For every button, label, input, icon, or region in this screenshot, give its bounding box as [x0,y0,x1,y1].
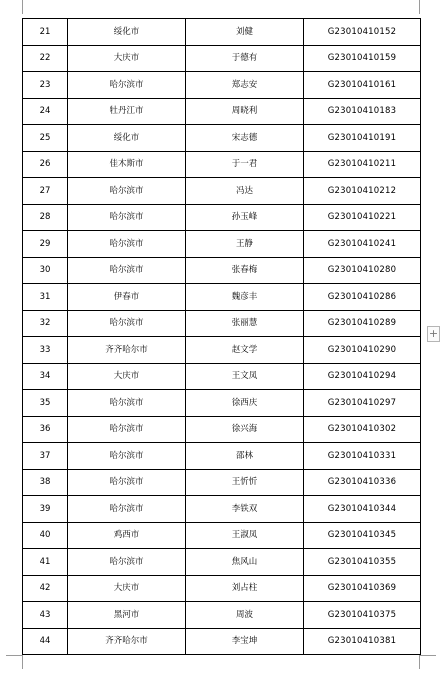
person-name-cell: 赵文学 [186,337,304,364]
certificate-id-cell: G23010410152 [304,19,421,46]
city-cell: 黑河市 [68,602,186,629]
crop-mark-top-right [419,0,420,14]
person-name-cell: 徐西庆 [186,390,304,417]
city-cell: 齐齐哈尔市 [68,337,186,364]
row-number-cell: 42 [23,575,68,602]
certificate-id-cell: G23010410297 [304,390,421,417]
person-name-cell: 魏彦丰 [186,284,304,311]
row-number-cell: 29 [23,231,68,258]
row-number-cell: 28 [23,204,68,231]
crop-mark-bottom-left-horizontal [6,655,22,656]
row-number-cell: 36 [23,416,68,443]
add-row-button[interactable]: + [428,327,439,340]
person-name-cell: 周波 [186,602,304,629]
city-cell: 哈尔滨市 [68,204,186,231]
city-cell: 哈尔滨市 [68,416,186,443]
table-row [23,390,421,417]
city-cell: 齐齐哈尔市 [68,628,186,655]
city-cell: 哈尔滨市 [68,469,186,496]
certificate-id-cell: G23010410191 [304,125,421,152]
certificate-id-cell: G23010410241 [304,231,421,258]
row-number-cell: 31 [23,284,68,311]
crop-mark-top-left [22,0,23,14]
city-cell: 大庆市 [68,363,186,390]
city-cell: 绥化市 [68,125,186,152]
row-number-cell: 44 [23,628,68,655]
certificate-id-cell: G23010410280 [304,257,421,284]
certificate-id-cell: G23010410159 [304,45,421,72]
crop-mark-bottom-right-vertical [419,655,420,669]
table-row [23,363,421,390]
person-name-cell: 孙玉峰 [186,204,304,231]
certificate-id-cell: G23010410369 [304,575,421,602]
certificate-id-cell: G23010410294 [304,363,421,390]
certificate-id-cell: G23010410381 [304,628,421,655]
city-cell: 鸡西市 [68,522,186,549]
city-cell: 哈尔滨市 [68,310,186,337]
person-name-cell: 王忻忻 [186,469,304,496]
row-number-cell: 25 [23,125,68,152]
certificate-id-cell: G23010410183 [304,98,421,125]
table-row [23,602,421,629]
table-row [23,231,421,258]
city-cell: 哈尔滨市 [68,178,186,205]
city-cell: 哈尔滨市 [68,496,186,523]
table-row [23,549,421,576]
certificate-id-cell: G23010410161 [304,72,421,99]
row-number-cell: 39 [23,496,68,523]
row-number-cell: 35 [23,390,68,417]
person-name-cell: 李宝坤 [186,628,304,655]
row-number-cell: 21 [23,19,68,46]
person-name-cell: 刘占柱 [186,575,304,602]
table-row [23,310,421,337]
table-row [23,257,421,284]
person-name-cell: 张丽慧 [186,310,304,337]
crop-mark-bottom-right-horizontal [420,655,436,656]
table-row [23,98,421,125]
table-row [23,45,421,72]
certificate-id-cell: G23010410302 [304,416,421,443]
row-number-cell: 34 [23,363,68,390]
person-name-cell: 郑志安 [186,72,304,99]
city-cell: 哈尔滨市 [68,231,186,258]
person-name-cell: 徐兴海 [186,416,304,443]
city-cell: 佳木斯市 [68,151,186,178]
person-name-cell: 冯达 [186,178,304,205]
crop-mark-bottom-left-vertical [22,655,23,669]
person-name-cell: 于德有 [186,45,304,72]
person-name-cell: 宋志德 [186,125,304,152]
row-number-cell: 37 [23,443,68,470]
person-name-cell: 王淑凤 [186,522,304,549]
row-number-cell: 40 [23,522,68,549]
certificate-id-cell: G23010410375 [304,602,421,629]
certificate-id-cell: G23010410331 [304,443,421,470]
row-number-cell: 43 [23,602,68,629]
row-number-cell: 38 [23,469,68,496]
row-number-cell: 32 [23,310,68,337]
person-name-cell: 刘健 [186,19,304,46]
table-row [23,628,421,655]
person-name-cell: 周晓利 [186,98,304,125]
city-cell: 哈尔滨市 [68,443,186,470]
city-cell: 牡丹江市 [68,98,186,125]
certificate-id-cell: G23010410336 [304,469,421,496]
certificate-id-cell: G23010410345 [304,522,421,549]
city-cell: 哈尔滨市 [68,549,186,576]
city-cell: 伊春市 [68,284,186,311]
table-row [23,416,421,443]
table-row [23,575,421,602]
person-name-cell: 于一君 [186,151,304,178]
table-row [23,337,421,364]
city-cell: 绥化市 [68,19,186,46]
certificate-id-cell: G23010410212 [304,178,421,205]
row-number-cell: 24 [23,98,68,125]
certificate-id-cell: G23010410211 [304,151,421,178]
table-row [23,19,421,46]
roster-table-body [23,19,421,655]
city-cell: 大庆市 [68,575,186,602]
certificate-id-cell: G23010410355 [304,549,421,576]
row-number-cell: 22 [23,45,68,72]
table-row [23,522,421,549]
city-cell: 大庆市 [68,45,186,72]
row-number-cell: 23 [23,72,68,99]
certificate-id-cell: G23010410221 [304,204,421,231]
table-row [23,204,421,231]
table-row [23,443,421,470]
table-row [23,151,421,178]
city-cell: 哈尔滨市 [68,72,186,99]
table-row [23,178,421,205]
person-name-cell: 张春梅 [186,257,304,284]
table-row [23,125,421,152]
table-row [23,469,421,496]
city-cell: 哈尔滨市 [68,257,186,284]
roster-table [22,18,421,655]
person-name-cell: 焦风山 [186,549,304,576]
row-number-cell: 41 [23,549,68,576]
person-name-cell: 王静 [186,231,304,258]
certificate-id-cell: G23010410289 [304,310,421,337]
certificate-id-cell: G23010410286 [304,284,421,311]
row-number-cell: 33 [23,337,68,364]
table-row [23,284,421,311]
table-row [23,72,421,99]
table-row [23,496,421,523]
certificate-id-cell: G23010410344 [304,496,421,523]
person-name-cell: 邵林 [186,443,304,470]
row-number-cell: 26 [23,151,68,178]
person-name-cell: 王文凤 [186,363,304,390]
city-cell: 哈尔滨市 [68,390,186,417]
person-name-cell: 李铁双 [186,496,304,523]
row-number-cell: 27 [23,178,68,205]
row-number-cell: 30 [23,257,68,284]
certificate-id-cell: G23010410290 [304,337,421,364]
